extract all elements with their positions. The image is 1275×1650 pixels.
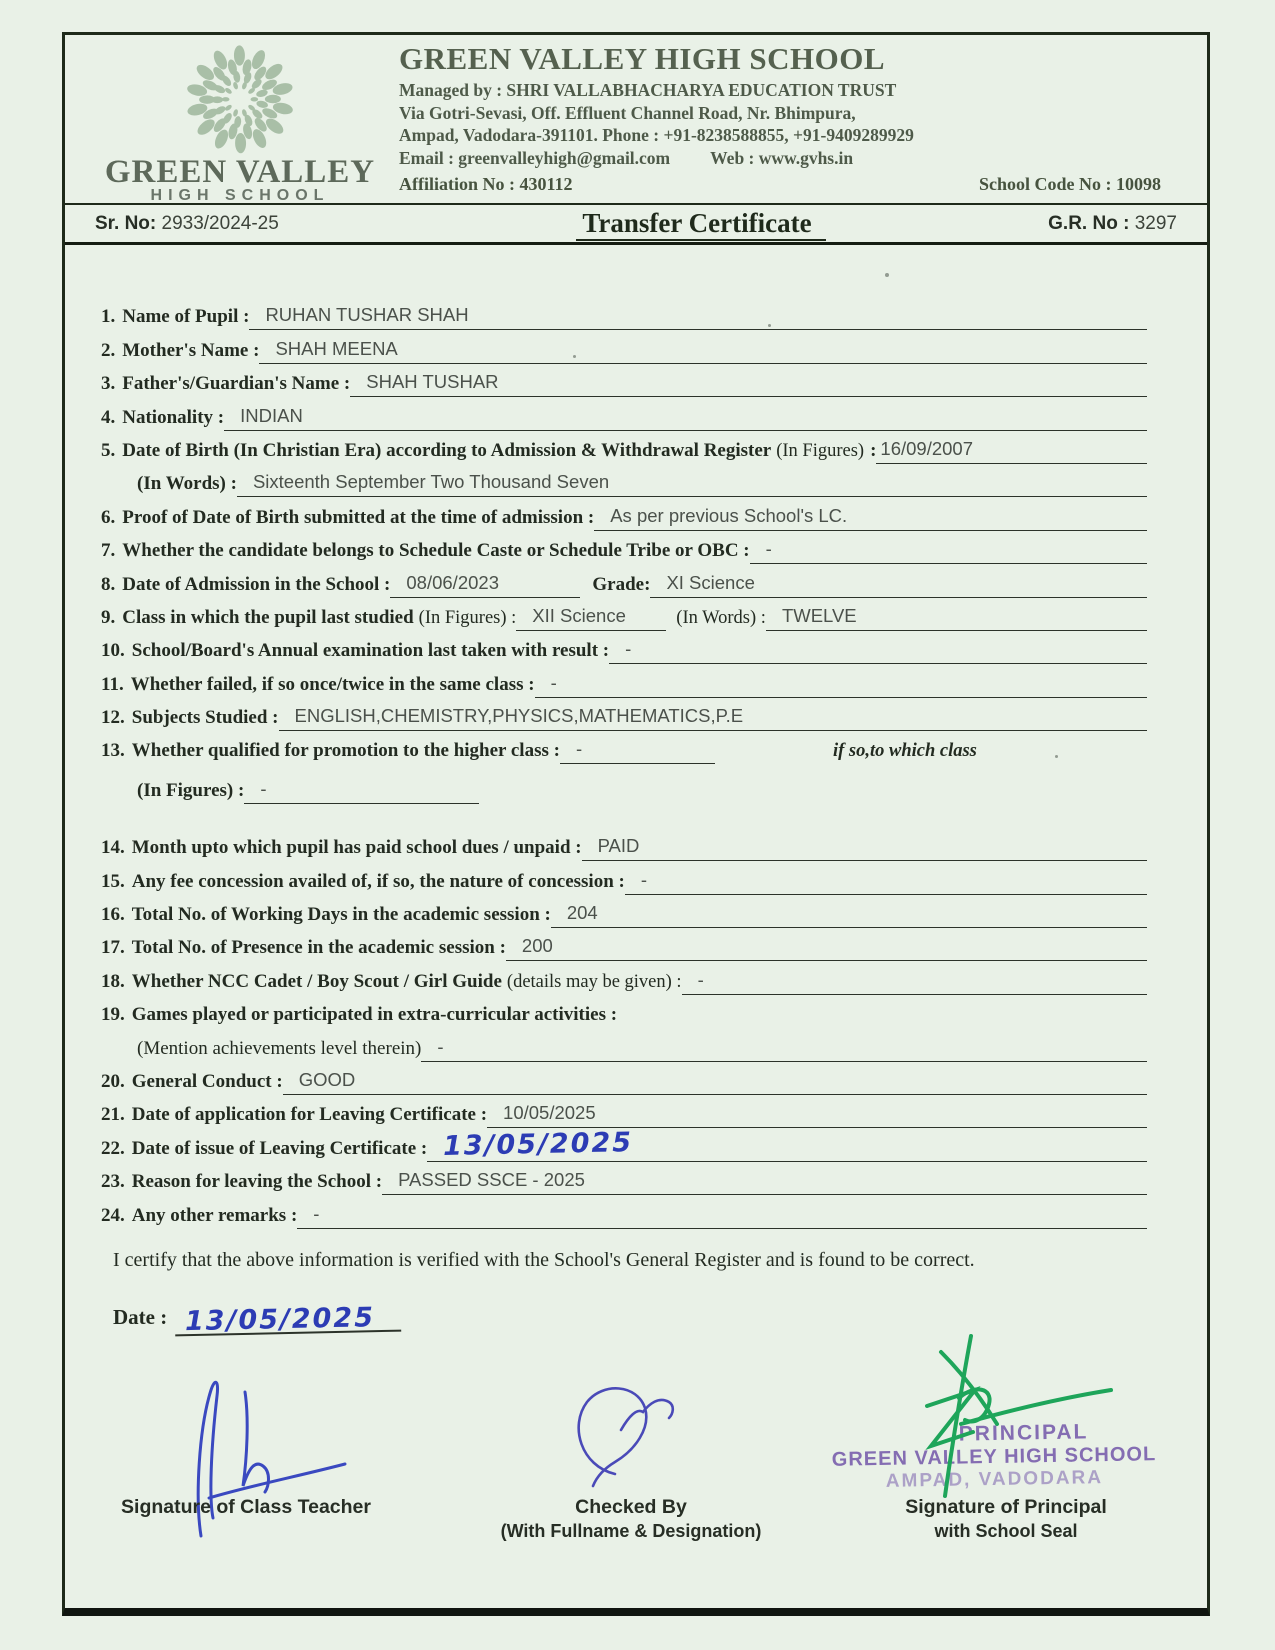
field-promotion-figures: (In Figures) : - (101, 770, 1147, 803)
title-bar (65, 205, 1207, 245)
serial-number-value: 2933/2024-25 (161, 212, 279, 234)
subjects-value: ENGLISH,CHEMISTRY,PHYSICS,MATHEMATICS,P.E (294, 705, 744, 727)
field-application-date: 21. Date of application for Leaving Certificate : 10/05/2025 (101, 1095, 1147, 1128)
field-nationality: 4. Nationality : INDIAN (101, 397, 1147, 430)
mother-name-value: SHAH MEENA (275, 337, 398, 359)
flower-burst-icon (181, 45, 299, 157)
managed-by: Managed by : SHRI VALLABHACHARYA EDUCATION TRUST (399, 80, 897, 100)
affiliation-no: Affiliation No : 430112 (399, 174, 573, 194)
logo-subtext: HIGH SCHOOL (150, 187, 330, 204)
header (65, 35, 1207, 205)
web-text: Web : www.gvhs.in (710, 147, 854, 168)
dues-value: PAID (597, 835, 640, 857)
principal-stamp: PRINCIPAL GREEN VALLEY HIGH SCHOOL AMPAD, VADODARA (831, 1419, 1157, 1492)
field-games: 19. Games played or participated in extra-curricular activities : (101, 1004, 618, 1026)
application-date-value: 10/05/2025 (503, 1102, 596, 1124)
scan-speck (768, 324, 771, 327)
school-logo (95, 41, 385, 203)
contact-row (399, 147, 1189, 170)
field-dob-words: (In Words) : Sixteenth September Two Thousand Seven (101, 464, 1147, 497)
logo-wordmark: GREEN VALLEY (104, 154, 376, 190)
checked-by-signature (553, 1378, 693, 1498)
certification-statement: I certify that the above information is verified with the School's General Register and is found to be correct. (113, 1248, 975, 1271)
field-dob-proof: 6. Proof of Date of Birth submitted at the time of admission : As per previous School's LC. (101, 497, 1147, 530)
last-class-figures-value: XII Science (532, 604, 626, 626)
field-presence-days: 17. Total No. of Presence in the academic session : 200 (101, 928, 1147, 961)
school-name: GREEN VALLEY HIGH SCHOOL (399, 41, 886, 76)
field-working-days: 16. Total No. of Working Days in the academic session : 204 (101, 895, 1147, 928)
achievements-value: - (437, 1035, 444, 1057)
date-label: Date : (113, 1304, 168, 1329)
nationality-value: INDIAN (240, 404, 303, 426)
field-father-name: 3. Father's/Guardian's Name : SHAH TUSHAR (101, 364, 1147, 397)
scan-speck (885, 273, 889, 277)
school-code-no: School Code No : 10098 (978, 174, 1161, 194)
leaving-reason-value: PASSED SSCE - 2025 (398, 1169, 585, 1191)
field-promotion: 13. Whether qualified for promotion to the higher class : - if so,to which class (101, 731, 1147, 764)
field-ncc: 18. Whether NCC Cadet / Boy Scout / Girl Guide (details may be given) : - (101, 961, 1147, 994)
certificate-sheet (62, 32, 1210, 1616)
field-caste: 7. Whether the candidate belongs to Schedule Caste or Schedule Tribe or OBC : - (101, 531, 1147, 564)
signature-zone (101, 1338, 1157, 1606)
failed-value: - (550, 671, 557, 693)
field-last-exam: 10. School/Board's Annual examination last taken with result : - (101, 631, 1147, 664)
principal-signature (901, 1328, 1181, 1508)
last-class-words-value: TWELVE (781, 604, 857, 626)
admission-date-value: 08/06/2023 (406, 571, 499, 593)
certificate-date-row (113, 1286, 1147, 1337)
father-name-value: SHAH TUSHAR (366, 371, 499, 393)
field-subjects: 12. Subjects Studied : ENGLISH,CHEMISTRY,PHYSICS,MATHEMATICS,P.E (101, 698, 1147, 731)
address-line-1: Via Gotri-Sevasi, Off. Effluent Channel Road, Nr. Bhimpura, (399, 102, 856, 123)
address-line-2: Ampad, Vadodara-391101. Phone : +91-8238588855, +91-9409289929 (399, 125, 914, 145)
field-conduct: 20. General Conduct : GOOD (101, 1062, 1147, 1095)
dob-figures-value: 16/09/2007 (880, 437, 974, 459)
gr-number: G.R. No : 3297 (1048, 212, 1177, 234)
promotion-figures-value: - (260, 777, 267, 799)
principal-signature-label: Signature of Principal with School Seal (905, 1495, 1107, 1541)
email-text: Email : greenvalleyhigh@gmail.com (399, 147, 671, 168)
fee-concession-value: - (640, 868, 648, 890)
last-exam-value: - (625, 638, 632, 660)
header-info (385, 41, 1189, 203)
field-admission-date: 8. Date of Admission in the School : 08/06/2023 Grade: XI Science (101, 564, 1147, 597)
grade-value: XI Science (666, 571, 755, 593)
field-games-achievements: (Mention achievements level therein) - (101, 1028, 1147, 1061)
field-mother-name: 2. Mother's Name : SHAH MEENA (101, 330, 1147, 363)
promotion-tail-label: if so,to which class (832, 741, 977, 762)
field-dues: 14. Month upto which pupil has paid school dues / unpaid : PAID (101, 828, 1147, 861)
date-handwritten-value: 13/05/2025 (175, 1307, 401, 1336)
field-pupil-name: 1. Name of Pupil : RUHAN TUSHAR SHAH (101, 297, 1147, 330)
certificate-body (65, 245, 1207, 1606)
document-title: Transfer Certificate (425, 208, 977, 239)
class-teacher-signature-label: Signature of Class Teacher (121, 1495, 371, 1518)
caste-value: - (765, 538, 772, 560)
field-other-remarks: 24. Any other remarks : - (101, 1195, 1147, 1228)
scan-speck (573, 355, 576, 358)
affiliation-row (399, 174, 1189, 195)
field-issue-date: 22. Date of issue of Leaving Certificate : 13/05/2025 (101, 1128, 1147, 1161)
working-days-value: 204 (566, 902, 598, 924)
dob-proof-value: As per previous School's LC. (610, 504, 848, 526)
dob-words-value: Sixteenth September Two Thousand Seven (252, 471, 610, 493)
field-failed: 11. Whether failed, if so once/twice in the same class : - (101, 664, 1147, 697)
checked-by-label: Checked By (With Fullname & Designation) (500, 1495, 762, 1541)
scan-speck (1055, 755, 1058, 758)
gr-number-value: 3297 (1134, 212, 1177, 234)
pupil-name-value: RUHAN TUSHAR SHAH (265, 304, 469, 326)
field-fee-concession: 15. Any fee concession availed of, if so, the nature of concession : - (101, 861, 1147, 894)
ncc-value: - (697, 968, 704, 990)
promotion-value: - (575, 738, 583, 760)
conduct-value: GOOD (298, 1068, 356, 1090)
other-remarks-value: - (313, 1202, 320, 1224)
presence-days-value: 200 (521, 935, 553, 957)
field-leaving-reason: 23. Reason for leaving the School : PASSED SSCE - 2025 (101, 1162, 1147, 1195)
issue-date-handwritten-value: 13/05/2025 (442, 1126, 634, 1162)
field-dob-figures: 5. Date of Birth (In Christian Era) according to Admission & Withdrawal Register (In Figures) : 16/09/2007 (101, 431, 1147, 464)
field-last-class: 9. Class in which the pupil last studied (In Figures) : XII Science (In Words) : TWELVE (101, 598, 1147, 631)
serial-number: Sr. No: 2933/2024-25 (95, 212, 279, 234)
